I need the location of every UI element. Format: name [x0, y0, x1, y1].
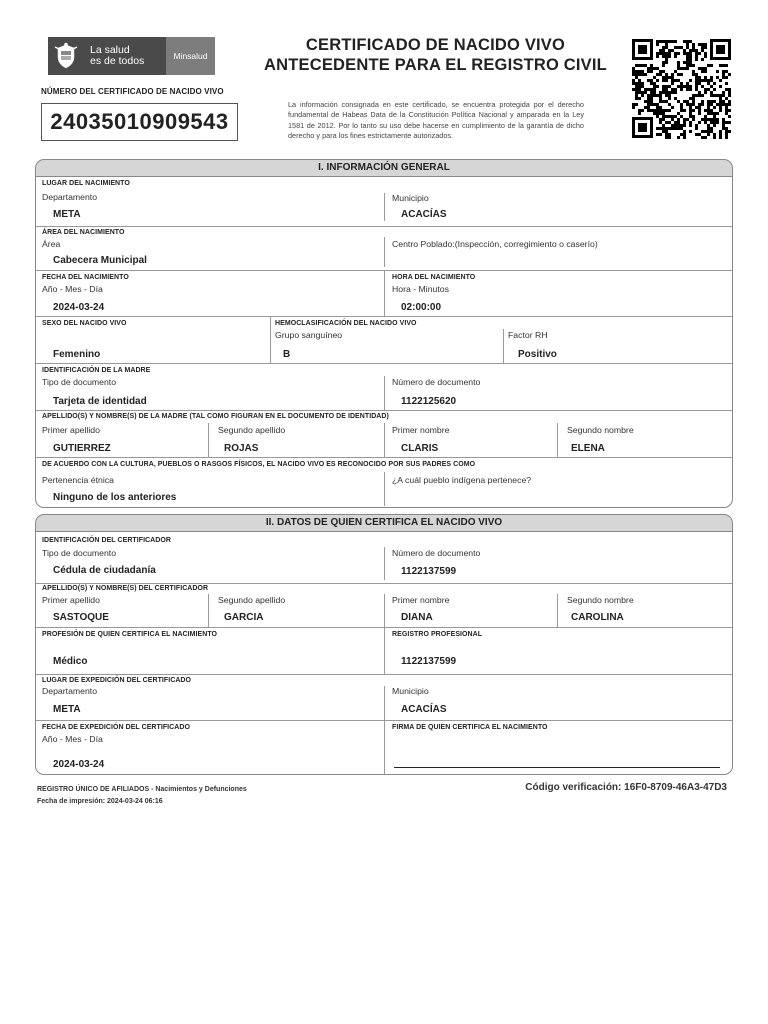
divider [384, 193, 385, 221]
divider [36, 674, 732, 675]
logo-slogan-line2: es de todos [90, 55, 145, 67]
divider [384, 594, 385, 627]
cert-number-label: NÚMERO DEL CERTIFICADO DE NACIDO VIVO [41, 87, 224, 96]
divider [384, 628, 385, 674]
sexo-heading: SEXO DEL NACIDO VIVO [42, 320, 127, 327]
expedicion-municipio-label: Municipio [392, 686, 429, 696]
divider [557, 423, 558, 457]
cert-number: 24035010909543 [41, 103, 238, 141]
departamento-value: META [53, 209, 81, 220]
certificador-tipo-doc-label: Tipo de documento [42, 548, 117, 558]
hemoclasificacion-heading: HEMOCLASIFICACIÓN DEL NACIDO VIVO [275, 320, 417, 327]
madre-primer-nombre-label: Primer nombre [392, 425, 450, 435]
logo-slogan-line1: La salud [90, 44, 130, 56]
certificador-num-doc-label: Número de documento [392, 548, 481, 558]
madre-primer-apellido-label: Primer apellido [42, 425, 100, 435]
pueblo-indigena-label: ¿A cuál pueblo indígena pertenece? [392, 475, 532, 485]
pertenencia-etnica-label: Pertenencia étnica [42, 475, 114, 485]
divider [384, 547, 385, 580]
certificador-primer-nombre-label: Primer nombre [392, 595, 450, 605]
divider [270, 317, 271, 363]
certificador-segundo-apellido-value: GARCIA [224, 612, 264, 623]
departamento-label: Departamento [42, 192, 98, 202]
registro-profesional-value: 1122137599 [401, 656, 457, 667]
divider [384, 721, 385, 774]
madre-tipo-doc-label: Tipo de documento [42, 377, 117, 387]
cultura-heading: DE ACUERDO CON LA CULTURA, PUEBLOS O RASGOS FÍSICOS, EL NACIDO VIVO ES RECONOCIDO POR SUS PADRES COMO [42, 461, 476, 468]
certificador-tipo-doc-value: Cédula de ciudadanía [53, 565, 156, 576]
madre-segundo-nombre-value: ELENA [571, 443, 605, 454]
certificador-segundo-nombre-label: Segundo nombre [567, 595, 634, 605]
madre-segundo-apellido-value: ROJAS [224, 443, 259, 454]
expedicion-municipio-value: ACACÍAS [401, 704, 447, 715]
divider [208, 594, 209, 627]
divider [36, 363, 732, 364]
centro-poblado-label: Centro Poblado:(Inspección, corregimiento o caserío) [392, 239, 598, 249]
madre-tipo-doc-value: Tarjeta de identidad [53, 396, 147, 407]
area-label: Área [42, 239, 61, 249]
verification-code: Código verificación: 16F0-8709-46A3-47D3 [525, 782, 727, 793]
madre-primer-nombre-value: CLARIS [401, 443, 439, 454]
title-line1: CERTIFICADO DE NACIDO VIVO [305, 36, 566, 54]
divider [36, 316, 732, 317]
divider [208, 423, 209, 457]
minsalud-logo [48, 37, 215, 75]
divider [384, 271, 385, 316]
fecha-nacimiento-value: 2024-03-24 [53, 302, 105, 313]
hora-nacimiento-heading: HORA DEL NACIMIENTO [392, 274, 476, 281]
certificador-segundo-apellido-label: Segundo apellido [218, 595, 286, 605]
divider [36, 410, 732, 411]
municipio-value: ACACÍAS [401, 209, 447, 220]
divider [36, 457, 732, 458]
certificador-id-heading: IDENTIFICACIÓN DEL CERTIFICADOR [42, 537, 171, 544]
lugar-expedicion-heading: LUGAR DE EXPEDICIÓN DEL CERTIFICADO [42, 677, 192, 684]
madre-segundo-apellido-label: Segundo apellido [218, 425, 286, 435]
section2-title: II. DATOS DE QUIEN CERTIFICA EL NACIDO VIVO [35, 514, 733, 532]
colombia-coat-of-arms-icon [52, 41, 80, 71]
footer-fecha-impresion: Fecha de impresión: 2024-03-24 06:16 [37, 798, 163, 805]
title-line2: ANTECEDENTE PARA EL REGISTRO CIVIL [264, 56, 607, 74]
certificador-primer-apellido-value: SASTOQUE [53, 612, 109, 623]
expedicion-departamento-label: Departamento [42, 686, 98, 696]
municipio-label: Municipio [392, 193, 429, 203]
certificador-primer-nombre-value: DIANA [401, 612, 433, 623]
divider [557, 594, 558, 627]
hora-nacimiento-label: Hora - Minutos [392, 284, 449, 294]
factor-rh-value: Positivo [518, 349, 557, 360]
fecha-expedicion-value: 2024-03-24 [53, 759, 105, 770]
certificador-num-doc-value: 1122137599 [401, 566, 457, 577]
legal-notice: La información consignada en este certificado, se encuentra protegida por el derecho fundamental de Habeas Data de la Constitución Política Nacional y amparada en la Ley 1581 de 2012. Por lo tanto su uso debe hacerse en cumplimiento de la garantía de dicho derecho y para los fines estrictamente autorizados. [288, 100, 584, 141]
logo-slogan [90, 45, 144, 67]
firma-heading: FIRMA DE QUIEN CERTIFICA EL NACIMIENTO [392, 724, 548, 731]
divider [503, 329, 504, 363]
document-title [258, 35, 613, 75]
madre-primer-apellido-value: GUTIERREZ [53, 443, 111, 454]
qr-code-icon [631, 38, 732, 141]
section1-title: I. INFORMACIÓN GENERAL [35, 159, 733, 177]
divider [36, 583, 732, 584]
lugar-nacimiento-heading: LUGAR DEL NACIMIENTO [42, 180, 130, 187]
signature-line [394, 767, 720, 768]
fecha-expedicion-label: Año - Mes - Día [42, 734, 103, 744]
area-value: Cabecera Municipal [53, 255, 147, 266]
footer-registro-text: REGISTRO ÚNICO DE AFILIADOS - Nacimientos y Defunciones [37, 786, 247, 793]
fecha-nacimiento-label: Año - Mes - Día [42, 284, 103, 294]
fecha-expedicion-heading: FECHA DE EXPEDICIÓN DEL CERTIFICADO [42, 724, 190, 731]
certificador-primer-apellido-label: Primer apellido [42, 595, 100, 605]
madre-id-heading: IDENTIFICACIÓN DE LA MADRE [42, 367, 151, 374]
divider [384, 686, 385, 720]
logo-ministry: Minsalud [166, 37, 215, 75]
profesion-heading: PROFESIÓN DE QUIEN CERTIFICA EL NACIMIENTO [42, 631, 218, 638]
logo-left-panel [48, 37, 166, 75]
madre-num-doc-value: 1122125620 [401, 396, 457, 407]
factor-rh-label: Factor RH [508, 330, 548, 340]
madre-segundo-nombre-label: Segundo nombre [567, 425, 634, 435]
divider [36, 226, 732, 227]
certificador-nombre-heading: APELLIDO(S) Y NOMBRE(S) DEL CERTIFICADOR [42, 585, 209, 592]
area-nacimiento-heading: ÁREA DEL NACIMIENTO [42, 229, 125, 236]
certificador-segundo-nombre-value: CAROLINA [571, 612, 624, 623]
divider [384, 376, 385, 410]
fecha-nacimiento-heading: FECHA DEL NACIMIENTO [42, 274, 129, 281]
grupo-sanguineo-label: Grupo sanguíneo [275, 330, 343, 340]
sexo-value: Femenino [53, 349, 101, 360]
divider [384, 423, 385, 457]
footer-registro [37, 784, 247, 808]
registro-profesional-heading: REGISTRO PROFESIONAL [392, 631, 483, 638]
hora-nacimiento-value: 02:00:00 [401, 302, 442, 313]
divider [384, 237, 385, 267]
madre-num-doc-label: Número de documento [392, 377, 481, 387]
madre-nombre-heading: APELLIDO(S) Y NOMBRE(S) DE LA MADRE (TAL COMO FIGURAN EN EL DOCUMENTO DE IDENTIDAD) [42, 413, 389, 420]
grupo-sanguineo-value: B [283, 349, 291, 360]
profesion-value: Médico [53, 656, 88, 667]
divider [384, 472, 385, 506]
expedicion-departamento-value: META [53, 704, 81, 715]
pertenencia-etnica-value: Ninguno de los anteriores [53, 492, 177, 503]
